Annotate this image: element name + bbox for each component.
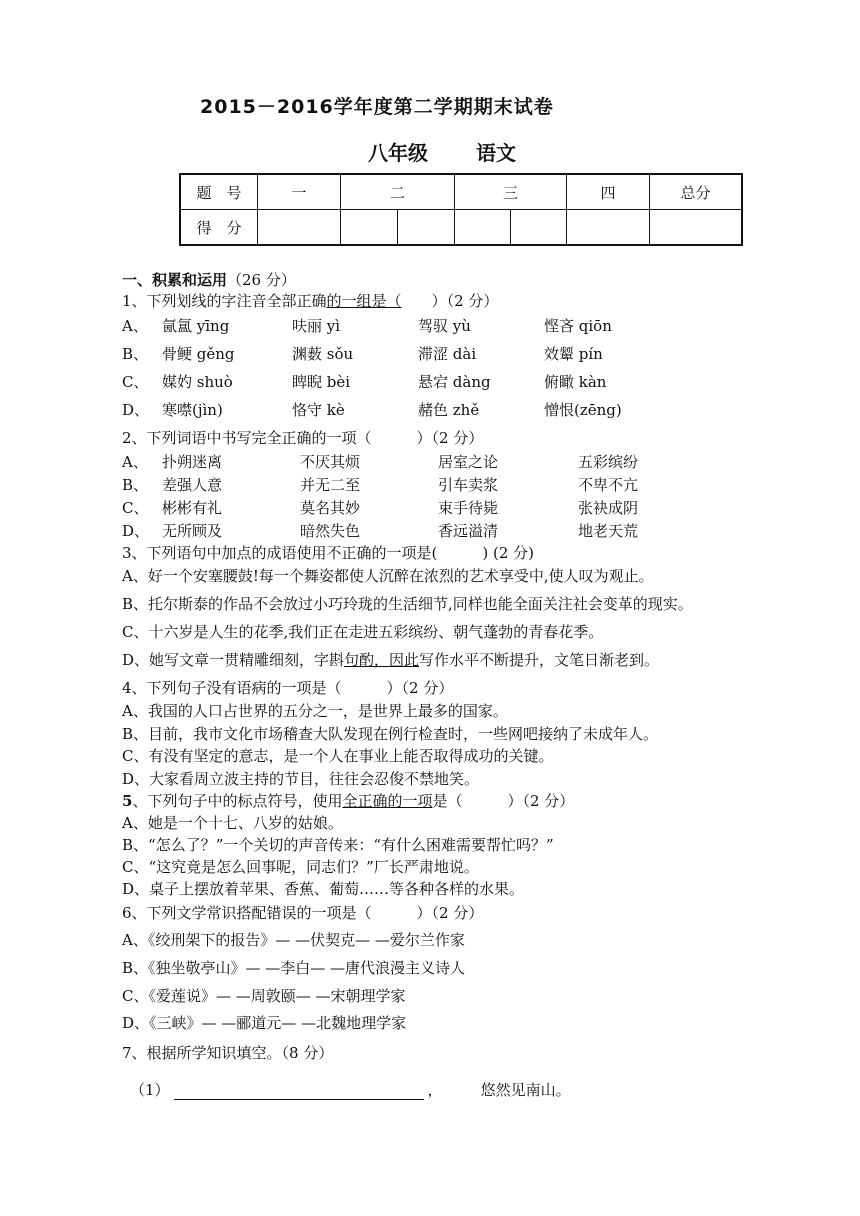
question-5-option-d: D、桌子上摆放着苹果、香蕉、葡萄……等各种各样的水果。: [122, 880, 525, 898]
option-term: 媒妁 shuò: [162, 373, 233, 391]
option-letter: A、: [122, 453, 148, 471]
question-3-option-a: A、好一个安塞腰鼓!每一个舞姿都使人沉醉在浓烈的艺术享受中,使人叹为观止。: [122, 567, 654, 585]
score-input-cell[interactable]: [398, 210, 455, 246]
option-term: 差强人意: [162, 476, 223, 494]
option-term: 效颦 pín: [544, 345, 603, 363]
option-term: 地老天荒: [578, 522, 639, 540]
option-letter: B、: [122, 476, 149, 494]
question-6-option-c: C、《爱莲说》— —周敦颐— —宋朝理学家: [122, 987, 406, 1005]
option-letter: D、: [122, 522, 150, 540]
option-term: 赭色 zhě: [418, 401, 480, 419]
option-term: 寒噤(jìn): [162, 401, 223, 419]
option-term: 五彩缤纷: [578, 453, 639, 471]
exam-subtitle: [368, 137, 516, 166]
question-4-option-a: A、我国的人口占世界的五分之一，是世界上最多的国家。: [122, 702, 508, 720]
question-5-stem: 5、下列句子中的标点符号，使用全正确的一项是（ ）（2 分）: [122, 792, 575, 810]
score-table-header-row: [180, 174, 742, 210]
question-6-option-d: D、《三峡》— —郦道元— —北魏地理学家: [122, 1014, 407, 1032]
grade-label: 八年级: [368, 141, 428, 165]
option-term: 滞涩 dài: [418, 345, 477, 363]
option-term: 束手待毙: [438, 499, 499, 517]
option-term: 睥睨 bèi: [292, 373, 351, 391]
score-cell: 总分: [650, 174, 743, 210]
question-7-stem: 7、根据所学知识填空。（8 分）: [122, 1044, 334, 1062]
option-term: 俯瞰 kàn: [544, 373, 607, 391]
question-4-option-c: C、有没有坚定的意志，是一个人在事业上能否取得成功的关键。: [122, 747, 554, 765]
question-5-option-a: A、她是一个十七、八岁的姑娘。: [122, 814, 343, 832]
option-letter: C、: [122, 499, 149, 517]
option-term: 不卑不亢: [578, 476, 639, 494]
question-5-option-b: B、“怎么了？”一个关切的声音传来：“有什么困难需要帮忙吗？”: [122, 836, 554, 854]
option-term: 驾驭 yù: [418, 317, 471, 335]
score-cell: 四: [567, 174, 650, 210]
question-4-stem: 4、下列句子没有语病的一项是（ ）（2 分）: [122, 679, 454, 697]
score-cell: 三: [455, 174, 567, 210]
score-input-cell[interactable]: [258, 210, 341, 246]
question-4-option-d: D、大家看周立波主持的节目，往往会忍俊不禁地笑。: [122, 770, 480, 788]
option-letter: C、: [122, 373, 149, 391]
option-term: 悭吝 qiōn: [544, 317, 612, 335]
question-3-option-b: B、托尔斯泰的作品不会放过小巧玲珑的生活细节,同样也能全面关注社会变革的现实。: [122, 595, 693, 613]
score-cell: 二: [341, 174, 455, 210]
question-7-item-1: （1） ， 悠然见南山。: [130, 1081, 571, 1099]
score-cell: 一: [258, 174, 341, 210]
score-cell: 得 分: [180, 210, 258, 246]
score-table: [179, 173, 743, 246]
question-3-option-d: D、她写文章一贯精雕细刻，字斟句酌，因此写作水平不断提升，文笔日渐老到。: [122, 651, 660, 669]
option-term: 氤氲 yīng: [162, 317, 230, 335]
option-term: 恪守 kè: [292, 401, 345, 419]
option-letter: D、: [122, 401, 150, 419]
score-input-cell[interactable]: [650, 210, 743, 246]
question-3-option-c: C、十六岁是人生的花季,我们正在走进五彩缤纷、朝气蓬勃的青春花季。: [122, 623, 604, 641]
score-table-score-row: [180, 210, 742, 246]
option-term: 香远溢清: [438, 522, 499, 540]
question-4-option-b: B、目前，我市文化市场稽查大队发现在例行检查时，一些网吧接纳了未成年人。: [122, 725, 659, 743]
option-term: 不厌其烦: [300, 453, 361, 471]
option-term: 骨鲠 gěng: [162, 345, 235, 363]
option-term: 并无二至: [300, 476, 361, 494]
question-6-option-a: A、《绞刑架下的报告》— —伏契克— —爱尔兰作家: [122, 931, 465, 949]
score-cell: 题 号: [180, 174, 258, 210]
question-6-stem: 6、下列文学常识搭配错误的一项是（ ）（2 分）: [122, 904, 484, 922]
question-1-stem: 1、下列划线的字注音全部正确的一组是（ ）（2 分）: [122, 292, 499, 310]
option-term: 呋丽 yì: [292, 317, 341, 335]
option-term: 张袂成阴: [578, 499, 639, 517]
option-term: 无所顾及: [162, 522, 223, 540]
score-input-cell[interactable]: [511, 210, 567, 246]
question-5-option-c: C、“这究竟是怎么回事呢，同志们？”厂长严肃地说。: [122, 858, 479, 876]
subject-label: 语文: [476, 141, 516, 165]
question-3-stem: 3、下列语句中加点的成语使用不正确的一项是( ) (2 分): [122, 544, 535, 562]
question-6-option-b: B、《独坐敬亭山》— —李白— —唐代浪漫主义诗人: [122, 959, 466, 977]
question-2-stem: 2、下列词语中书写完全正确的一项（ ）（2 分）: [122, 429, 484, 447]
option-term: 暗然失色: [300, 522, 361, 540]
fill-in-blank[interactable]: [174, 1083, 424, 1100]
option-term: 扑朔迷离: [162, 453, 223, 471]
option-term: 莫名其妙: [300, 499, 361, 517]
score-input-cell[interactable]: [455, 210, 511, 246]
score-input-cell[interactable]: [341, 210, 398, 246]
score-input-cell[interactable]: [567, 210, 650, 246]
option-term: 引车卖浆: [438, 476, 499, 494]
option-term: 憎恨(zēng): [544, 401, 622, 419]
option-term: 悬宕 dàng: [418, 373, 491, 391]
option-term: 渊薮 sǒu: [292, 345, 354, 363]
exam-title: 2015－2016学年度第二学期期末试卷: [200, 96, 554, 118]
option-letter: B、: [122, 345, 149, 363]
option-letter: A、: [122, 317, 148, 335]
option-term: 居室之论: [438, 453, 499, 471]
option-term: 彬彬有礼: [162, 499, 223, 517]
section-heading: 一、积累和运用（26 分）: [122, 271, 296, 289]
